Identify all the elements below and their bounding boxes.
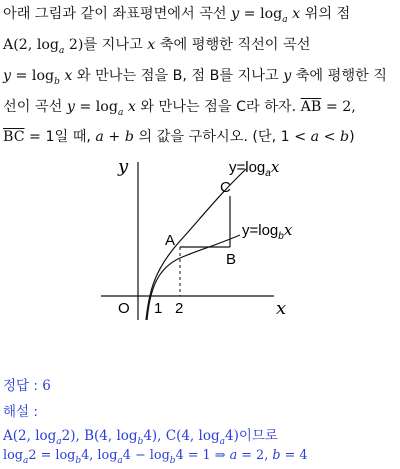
var-x: x: [287, 6, 301, 22]
text: 아래 그림과 같이 좌표평면에서 곡선: [3, 6, 232, 22]
point-c-label: C: [220, 179, 231, 196]
var-a: a: [95, 129, 104, 145]
y-axis-label: y: [118, 156, 129, 177]
base-a: a: [282, 15, 288, 25]
point-b-label: B: [226, 251, 237, 268]
text: 의 값을 구하시오. (단, 1 <: [133, 129, 311, 145]
var-a: a: [229, 448, 238, 463]
answer-label: 정답 :: [3, 378, 43, 394]
log: = log: [74, 99, 118, 115]
sol-text: A(2, log: [3, 428, 57, 444]
tick-2-label: 2: [175, 300, 184, 317]
text: = 2,: [321, 99, 356, 115]
sol-text: 4, log: [81, 448, 118, 463]
solution-line-2: [3, 448, 308, 466]
text: 를 지나고: [83, 37, 148, 53]
base-b: b: [75, 456, 82, 466]
sol-text: 4 − log: [122, 448, 170, 463]
sol-text: 4), C(4, log: [143, 428, 220, 444]
text: 선이 곡선: [3, 99, 67, 115]
text: 와 만나는 점을 C라 하자.: [135, 99, 301, 115]
var-b: b: [124, 129, 134, 145]
text: 와 만나는 점을 B, 점 B를 지나고: [72, 68, 284, 84]
base-a: a: [23, 456, 29, 466]
log: = log: [11, 68, 55, 84]
curve-a-label: $y=\log_ax$: [229, 158, 280, 179]
base-a: a: [117, 456, 123, 466]
solution-line-1: [3, 424, 278, 447]
curve-b-label: $y=\log_bx$: [242, 221, 293, 242]
sol-text: 이므로: [238, 428, 278, 444]
tick-1-label: 1: [154, 300, 163, 317]
text: 축에 평행한 직: [291, 68, 387, 84]
var-y: y: [66, 99, 75, 115]
segment-bc: $\overline{BC}$: [3, 129, 25, 145]
sol-text: = 4: [280, 448, 308, 463]
base-a: a: [219, 437, 225, 447]
sol-text: 2 = log: [28, 448, 76, 463]
curve-log-a: [146, 169, 246, 320]
sol-text: 4 = 1 ⇒: [175, 448, 230, 463]
var-y: y: [283, 68, 292, 84]
lt: <: [319, 129, 340, 145]
log-graph: [96, 152, 296, 327]
base-b: b: [137, 437, 144, 447]
sol-text: 2), B(4, log: [61, 428, 138, 444]
solution-label: [3, 400, 38, 420]
text: 위의 점: [300, 6, 351, 22]
sol-text: log: [3, 448, 23, 463]
var-a: a: [310, 129, 320, 145]
x-axis-label: x: [276, 298, 287, 319]
sol-text: = 2,: [237, 448, 273, 463]
answer-line: [3, 374, 51, 394]
point-a-expr: A(2, log: [3, 37, 59, 53]
segment-ab: $\overline{AB}$: [300, 99, 322, 115]
point-a-expr-end: 2): [64, 37, 84, 53]
problem-line-2: [3, 36, 310, 60]
var-b: b: [339, 129, 350, 145]
sol-text: 4): [224, 428, 239, 444]
origin-label: O: [118, 300, 130, 317]
var-x: x: [59, 68, 73, 84]
var-x: x: [123, 99, 136, 115]
base-a: a: [117, 108, 124, 118]
var-y: y: [3, 68, 12, 84]
answer-value: 6: [42, 378, 51, 394]
point-a-label: A: [165, 232, 176, 249]
problem-line-5: [3, 128, 355, 146]
base-a: a: [59, 46, 65, 56]
problem-line-3: [3, 67, 387, 91]
problem-line-4: [3, 98, 356, 122]
base-b: b: [169, 456, 176, 466]
log: = log: [239, 6, 283, 22]
text: = 1일 때,: [24, 129, 96, 145]
var-y: y: [231, 6, 240, 22]
text: ): [349, 129, 355, 145]
var-b: b: [272, 448, 281, 463]
solution-label-text: 해설 :: [3, 404, 38, 420]
text: 축에 평행한 직선이 곡선: [155, 37, 311, 53]
var-x: x: [147, 37, 156, 53]
problem-line-1: [3, 5, 350, 29]
base-a: a: [56, 437, 62, 447]
base-b: b: [54, 77, 60, 87]
plus: +: [103, 129, 125, 145]
